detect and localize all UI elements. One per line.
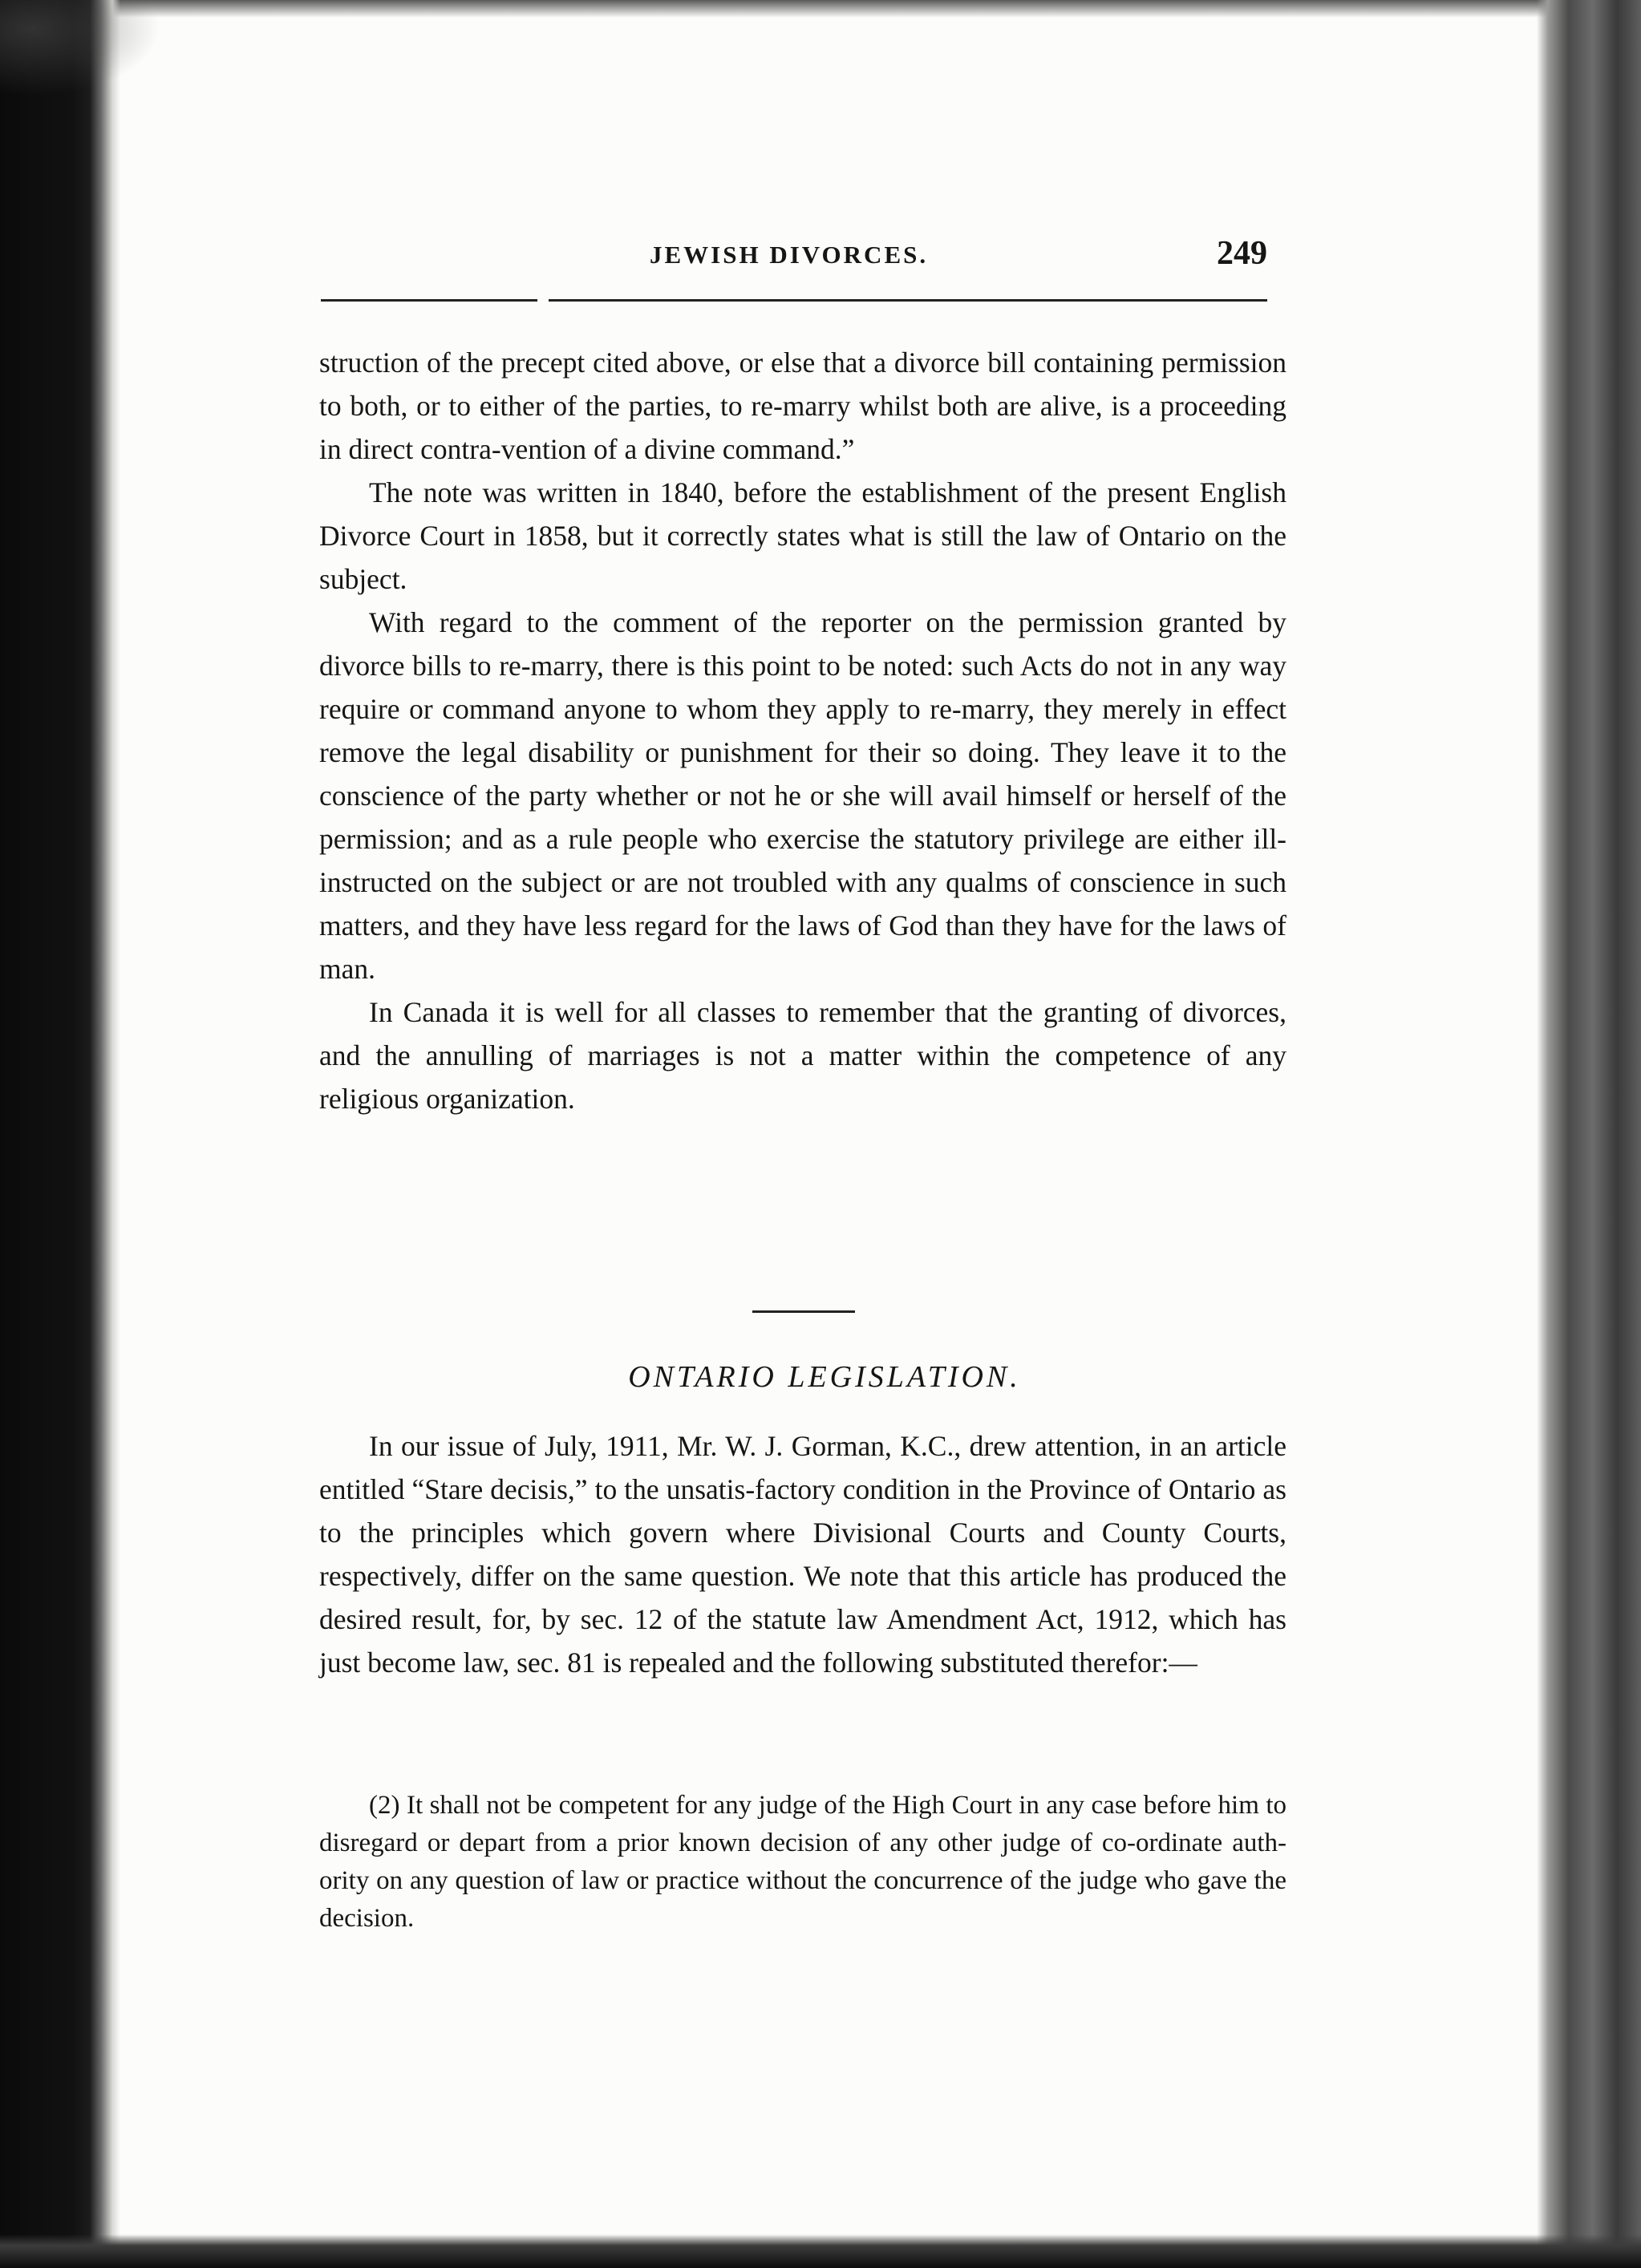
header-rule-gap xyxy=(537,296,549,304)
scan-speckle xyxy=(0,0,160,96)
body-text-legislation xyxy=(319,1424,1286,1684)
page-number: 249 xyxy=(1217,235,1267,272)
section-heading-text: ONTARIO LEGISLATION. xyxy=(628,1360,1021,1394)
running-title: JEWISH DIVORCES. xyxy=(650,241,929,269)
running-head xyxy=(321,235,1283,289)
statute-quote xyxy=(319,1787,1286,1938)
scan-edge-top xyxy=(0,0,1641,18)
section-divider xyxy=(752,1310,855,1313)
paragraph-canada: In Canada it is well for all classes to remember that the granting of divorces, and the annulling of marriages is not a matter within the competence of any religious organization. xyxy=(319,996,1286,1115)
scan-edge-right xyxy=(1537,0,1641,2268)
scan-edge-bottom xyxy=(0,2234,1641,2268)
body-text-top xyxy=(319,341,1286,1120)
paragraph-remarriage: With regard to the comment of the reporter on the permission granted by divorce bills to re-marry, there is this point to be noted: such Acts do not in any way require or command anyone to whom they apply to re-marry, they merely in effect remove the legal disability or punishment for their so doing. They leave it to the conscience of the party whether or not he or she will avail himself or herself of the permission; and as a rule people who exercise the statutory privilege are either ill-instructed on the subject or are not troubled with any qualms of conscience in such matters, and they have less regard for the laws of God than they have for the laws of man. xyxy=(319,606,1286,985)
section-heading xyxy=(0,1359,1641,1395)
paragraph-legislation: In our issue of July, 1911, Mr. W. J. Gorman, K.C., drew attention, in an article entitled “Stare decisis,” to the unsatis-factory condition in the Province of Ontario as to the principles which govern where Divisional Courts and County Courts, respectively, differ on the same question. We note that this article has produced the desired result, for, by sec. 12 of the statute law Amendment Act, 1912, which has just become law, sec. 81 is repealed and the following substituted therefor:— xyxy=(319,1430,1286,1679)
paragraph-continuation: struction of the precept cited above, or else that a divorce bill containing permission to both, or to either of the parties, to re-marry whilst both are alive, is a proceeding in direct contra-vention of a divine command.” xyxy=(319,346,1286,465)
header-rule xyxy=(321,299,1267,302)
statute-quote-text: (2) It shall not be competent for any judge of the High Court in any case before him to disregard or depart from a prior known decision of any other judge of co-ordinate auth-ority on any question of law or practice without the concurrence of the judge who gave the decision. xyxy=(319,1791,1286,1933)
paragraph-note: The note was written in 1840, before the establishment of the present English Divorce Court in 1858, but it correctly states what is still the law of Ontario on the subject. xyxy=(319,476,1286,595)
scan-binding-left xyxy=(0,0,120,2268)
